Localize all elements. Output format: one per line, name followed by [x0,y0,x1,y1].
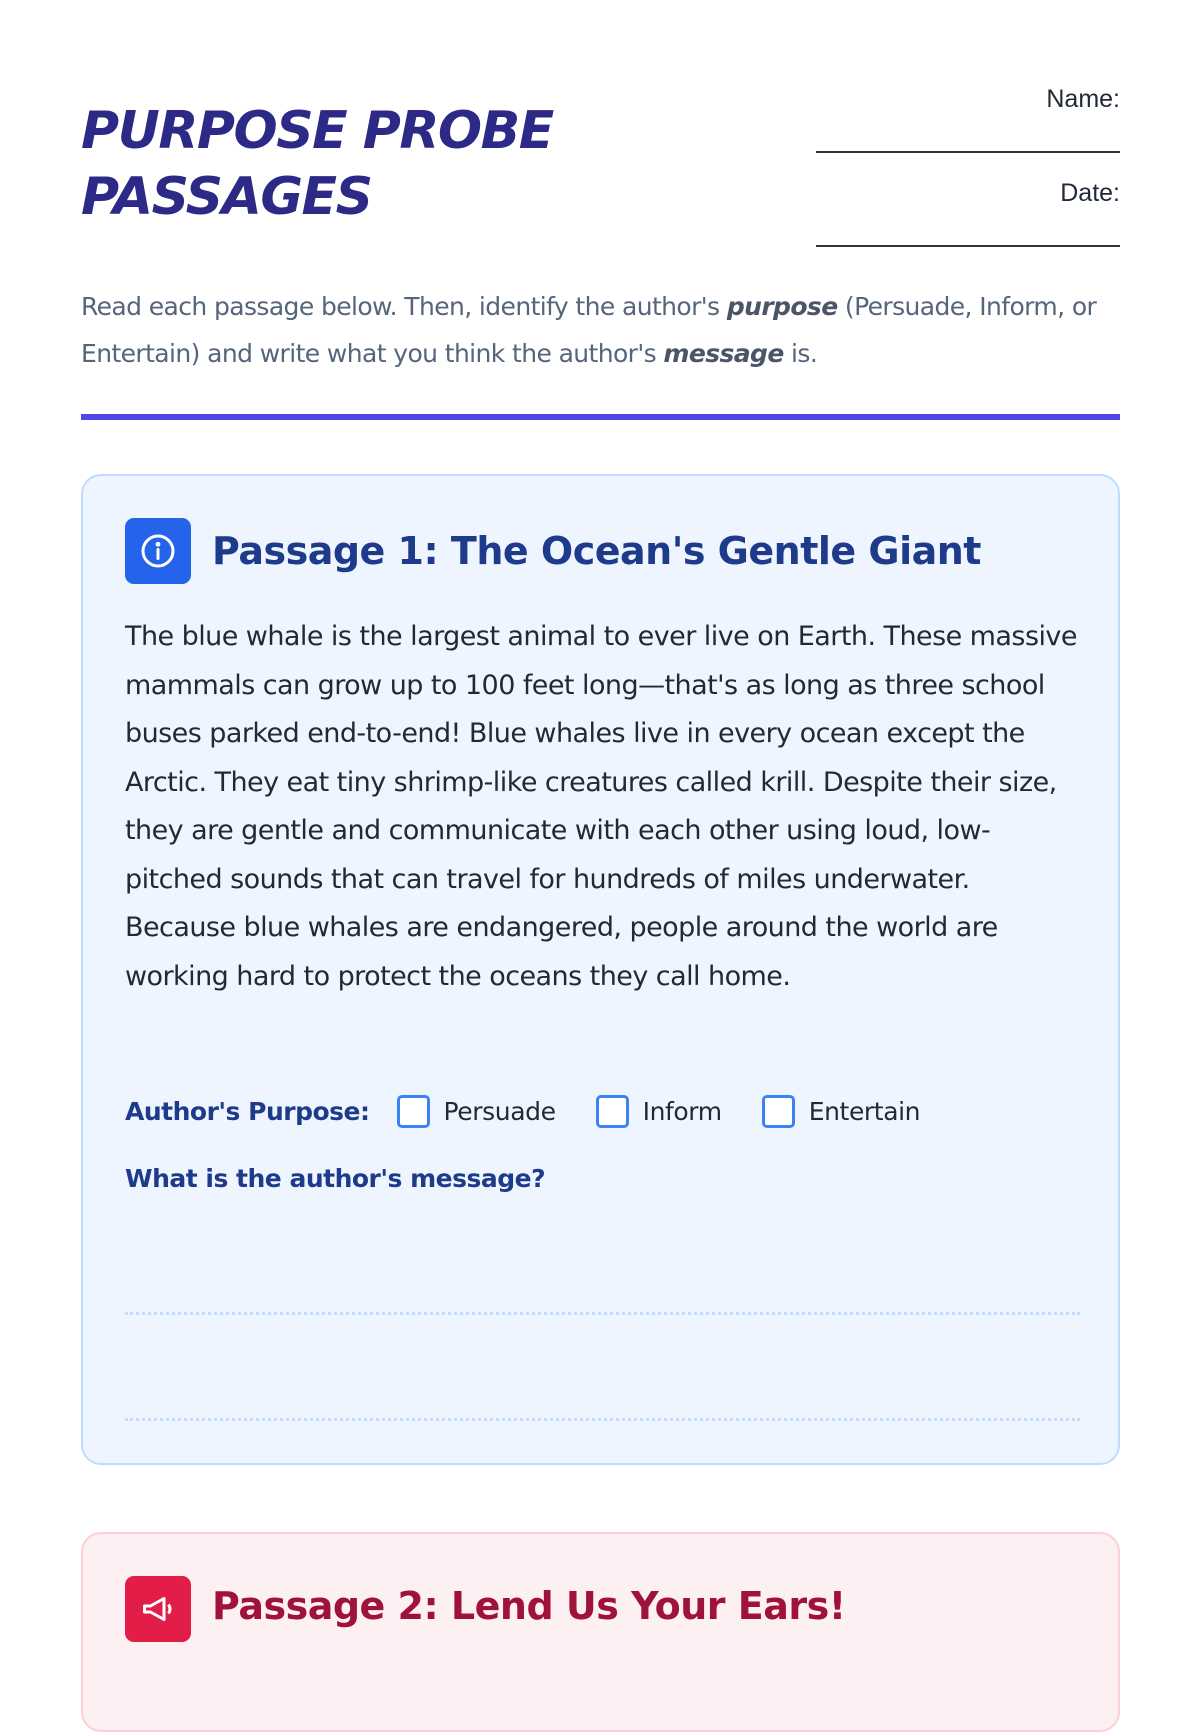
student-info [816,82,1120,270]
author-message-question: What is the author's message? [125,1164,546,1193]
passage-card-2 [81,1532,1120,1732]
entertain-label: Entertain [808,1096,921,1126]
date-row [816,176,1120,270]
option-persuade[interactable] [397,1095,556,1128]
name-row [816,82,1120,176]
title-line-1: PURPOSE PROBE [81,101,553,161]
name-write-line[interactable] [816,151,1120,153]
section-divider [81,414,1120,420]
inform-label: Inform [642,1096,722,1126]
author-purpose-label: Author's Purpose: [125,1096,370,1126]
passage-2-title: Passage 2: Lend Us Your Ears! [212,1584,846,1628]
answer-line-1[interactable] [125,1312,1080,1315]
passage-1-text: The blue whale is the largest animal to ever live on Earth. These massive mammals can grow up to 100 feet long—that's as long as three school buses parked end-to-end! Blue whales live in every ocean except the Arctic. They eat tiny shrimp-like creatures called krill. Despite their size, they are gentle and communicate with each other using loud, low-pitched sounds that can travel for hundreds of miles underwater. Because blue whales are endangered, people around the world are working hard to protect the oceans they call home. [125,621,1077,992]
name-label: Name: [1046,85,1120,113]
worksheet-header [81,0,1120,265]
option-inform[interactable] [596,1095,722,1128]
passage-1-header [125,518,981,584]
instructions-text-2: (Persuade, Inform, or Entertain) and write what you think the author's [81,292,1097,368]
option-entertain[interactable] [762,1095,920,1128]
persuade-checkbox[interactable] [397,1095,430,1128]
instructions-emphasis-message: message [663,339,784,368]
info-circle-icon [125,518,191,584]
entertain-checkbox[interactable] [762,1095,795,1128]
megaphone-icon [125,1576,191,1642]
answer-line-2[interactable] [125,1418,1080,1421]
worksheet-page [81,0,1120,1628]
worksheet-title [81,98,701,230]
instructions-text-1: Read each passage below. Then, identify the author's [81,292,727,321]
date-write-line[interactable] [816,245,1120,247]
author-purpose-row [125,1093,960,1129]
instructions-text-3: is. [783,339,818,368]
instructions [81,283,1120,377]
passage-1-title: Passage 1: The Ocean's Gentle Giant [212,529,981,573]
passage-card-1 [81,474,1120,1465]
instructions-emphasis-purpose: purpose [726,292,838,321]
persuade-label: Persuade [443,1096,556,1126]
date-label: Date: [1060,179,1120,207]
title-line-2: PASSAGES [81,167,372,227]
inform-checkbox[interactable] [596,1095,629,1128]
